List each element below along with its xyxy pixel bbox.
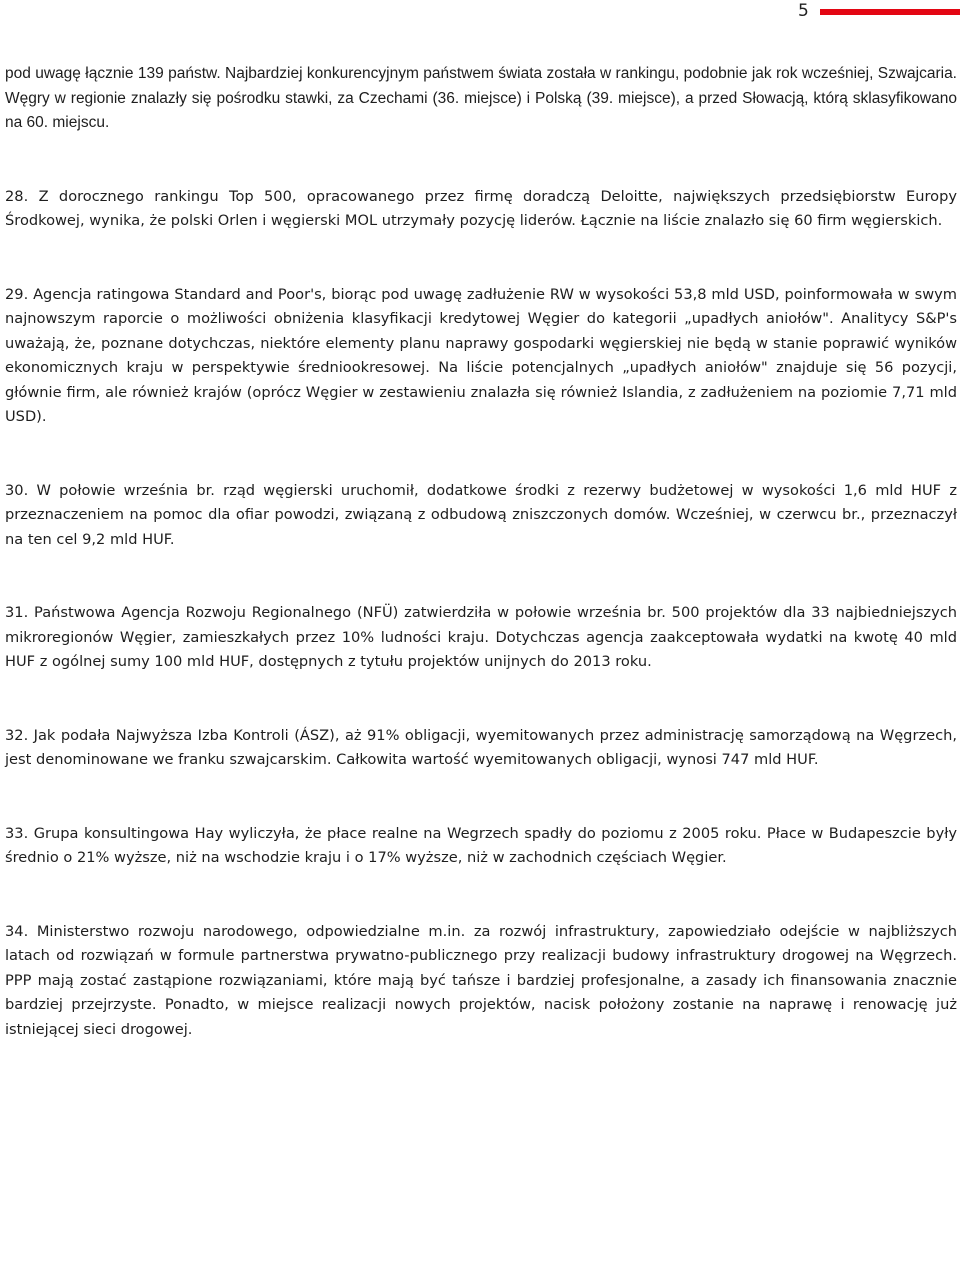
paragraph-32: 32. Jak podała Najwyższa Izba Kontroli (ÁSZ), aż 91% obligacji, wyemitowanych przez administrację samorządową na Węgrzech, jest denominowane we franku szwajcarskim. Całkowita wartość wyemitowanych obligacji, wynosi 747 mld HUF. <box>5 726 957 768</box>
document-body <box>5 62 957 1042</box>
paragraph-31: 31. Państwowa Agencja Rozwoju Regionalnego (NFÜ) zatwierdziła w połowie września br. 500 projektów dla 33 najbiedniejszych mikroregionów Węgier, zamieszkałych przez 10% ludności kraju. Dotychczas agencja zaakceptowała wydatki na kwotę 40 mld HUF z ogólnej sumy 100 mld HUF, dostępnych z tytułu projektów unijnych do 2013 roku. <box>5 604 957 670</box>
paragraph-34: 34. Ministerstwo rozwoju narodowego, odpowiedzialne m.in. za rozwój infrastruktury, zapowiedziało odejście w najbliższych latach od rozwiązań w formule partnerstwa prywatno-publicznego przy realizacji budowy infrastruktury drogowej na Węgrzech. PPP mają zostać zastąpione rozwiązaniami, które mają być tańsze i bardziej profesjonalne, a zasady ich finansowania znacznie bardziej przejrzyste. Ponadto, w miejsce realizacji nowych projektów, nacisk położony zostanie na naprawę i renowację już istniejącej sieci drogowej. <box>5 922 957 1038</box>
page-header <box>0 0 960 30</box>
page-number: 5 <box>798 1 809 21</box>
paragraph-continuation: pod uwagę łącznie 139 państw. Najbardziej konkurencyjnym państwem świata została w rankingu, podobnie jak rok wcześniej, Szwajcaria. Węgry w regionie znalazły się pośrodku stawki, za Czechami (36. miejsce) i Polską (39. miejsce), a przed Słowacją, którą sklasyfikowano na 60. miejscu. <box>5 65 957 131</box>
paragraph-33: 33. Grupa konsultingowa Hay wyliczyła, że płace realne na Wegrzech spadły do poziomu z 2005 roku. Płace w Budapeszcie były średnio o 21% wyższe, niż na wschodzie kraju i o 17% wyższe, niż w zachodnich częściach Węgier. <box>5 824 957 866</box>
header-accent-bar <box>820 9 960 15</box>
paragraph-29: 29. Agencja ratingowa Standard and Poor's, biorąc pod uwagę zadłużenie RW w wysokości 53,8 mld USD, poinformowała w swym najnowszym raporcie o możliwości obniżenia klasyfikacji kredytowej Węgier do kategorii „upadłych aniołów". Analitycy S&P's uważają, że, poznane dotychczas, niektóre elementy planu naprawy gospodarki węgierskiej nie będą w stanie poprawić wyników ekonomicznych kraju w perspektywie średniookresowej. Na liście potencjalnych „upadłych aniołów" znajduje się 56 pozycji, głównie firm, ale również krajów (oprócz Węgier w zestawieniu znalazła się również Islandia, z zadłużeniem na poziomie 7,71 mld USD). <box>5 285 957 425</box>
paragraph-30: 30. W połowie września br. rząd węgierski uruchomił, dodatkowe środki z rezerwy budżetowej w wysokości 1,6 mld HUF z przeznaczeniem na pomoc dla ofiar powodzi, związaną z odbudową zniszczonych domów. Wcześniej, w czerwcu br., przeznaczył na ten cel 9,2 mld HUF. <box>5 481 957 548</box>
paragraph-28: 28. Z dorocznego rankingu Top 500, opracowanego przez firmę doradczą Deloitte, największych przedsiębiorstw Europy Środkowej, wynika, że polski Orlen i węgierski MOL utrzymały pozycję liderów. Łącznie na liście znalazło się 60 firm węgierskich. <box>5 187 957 229</box>
